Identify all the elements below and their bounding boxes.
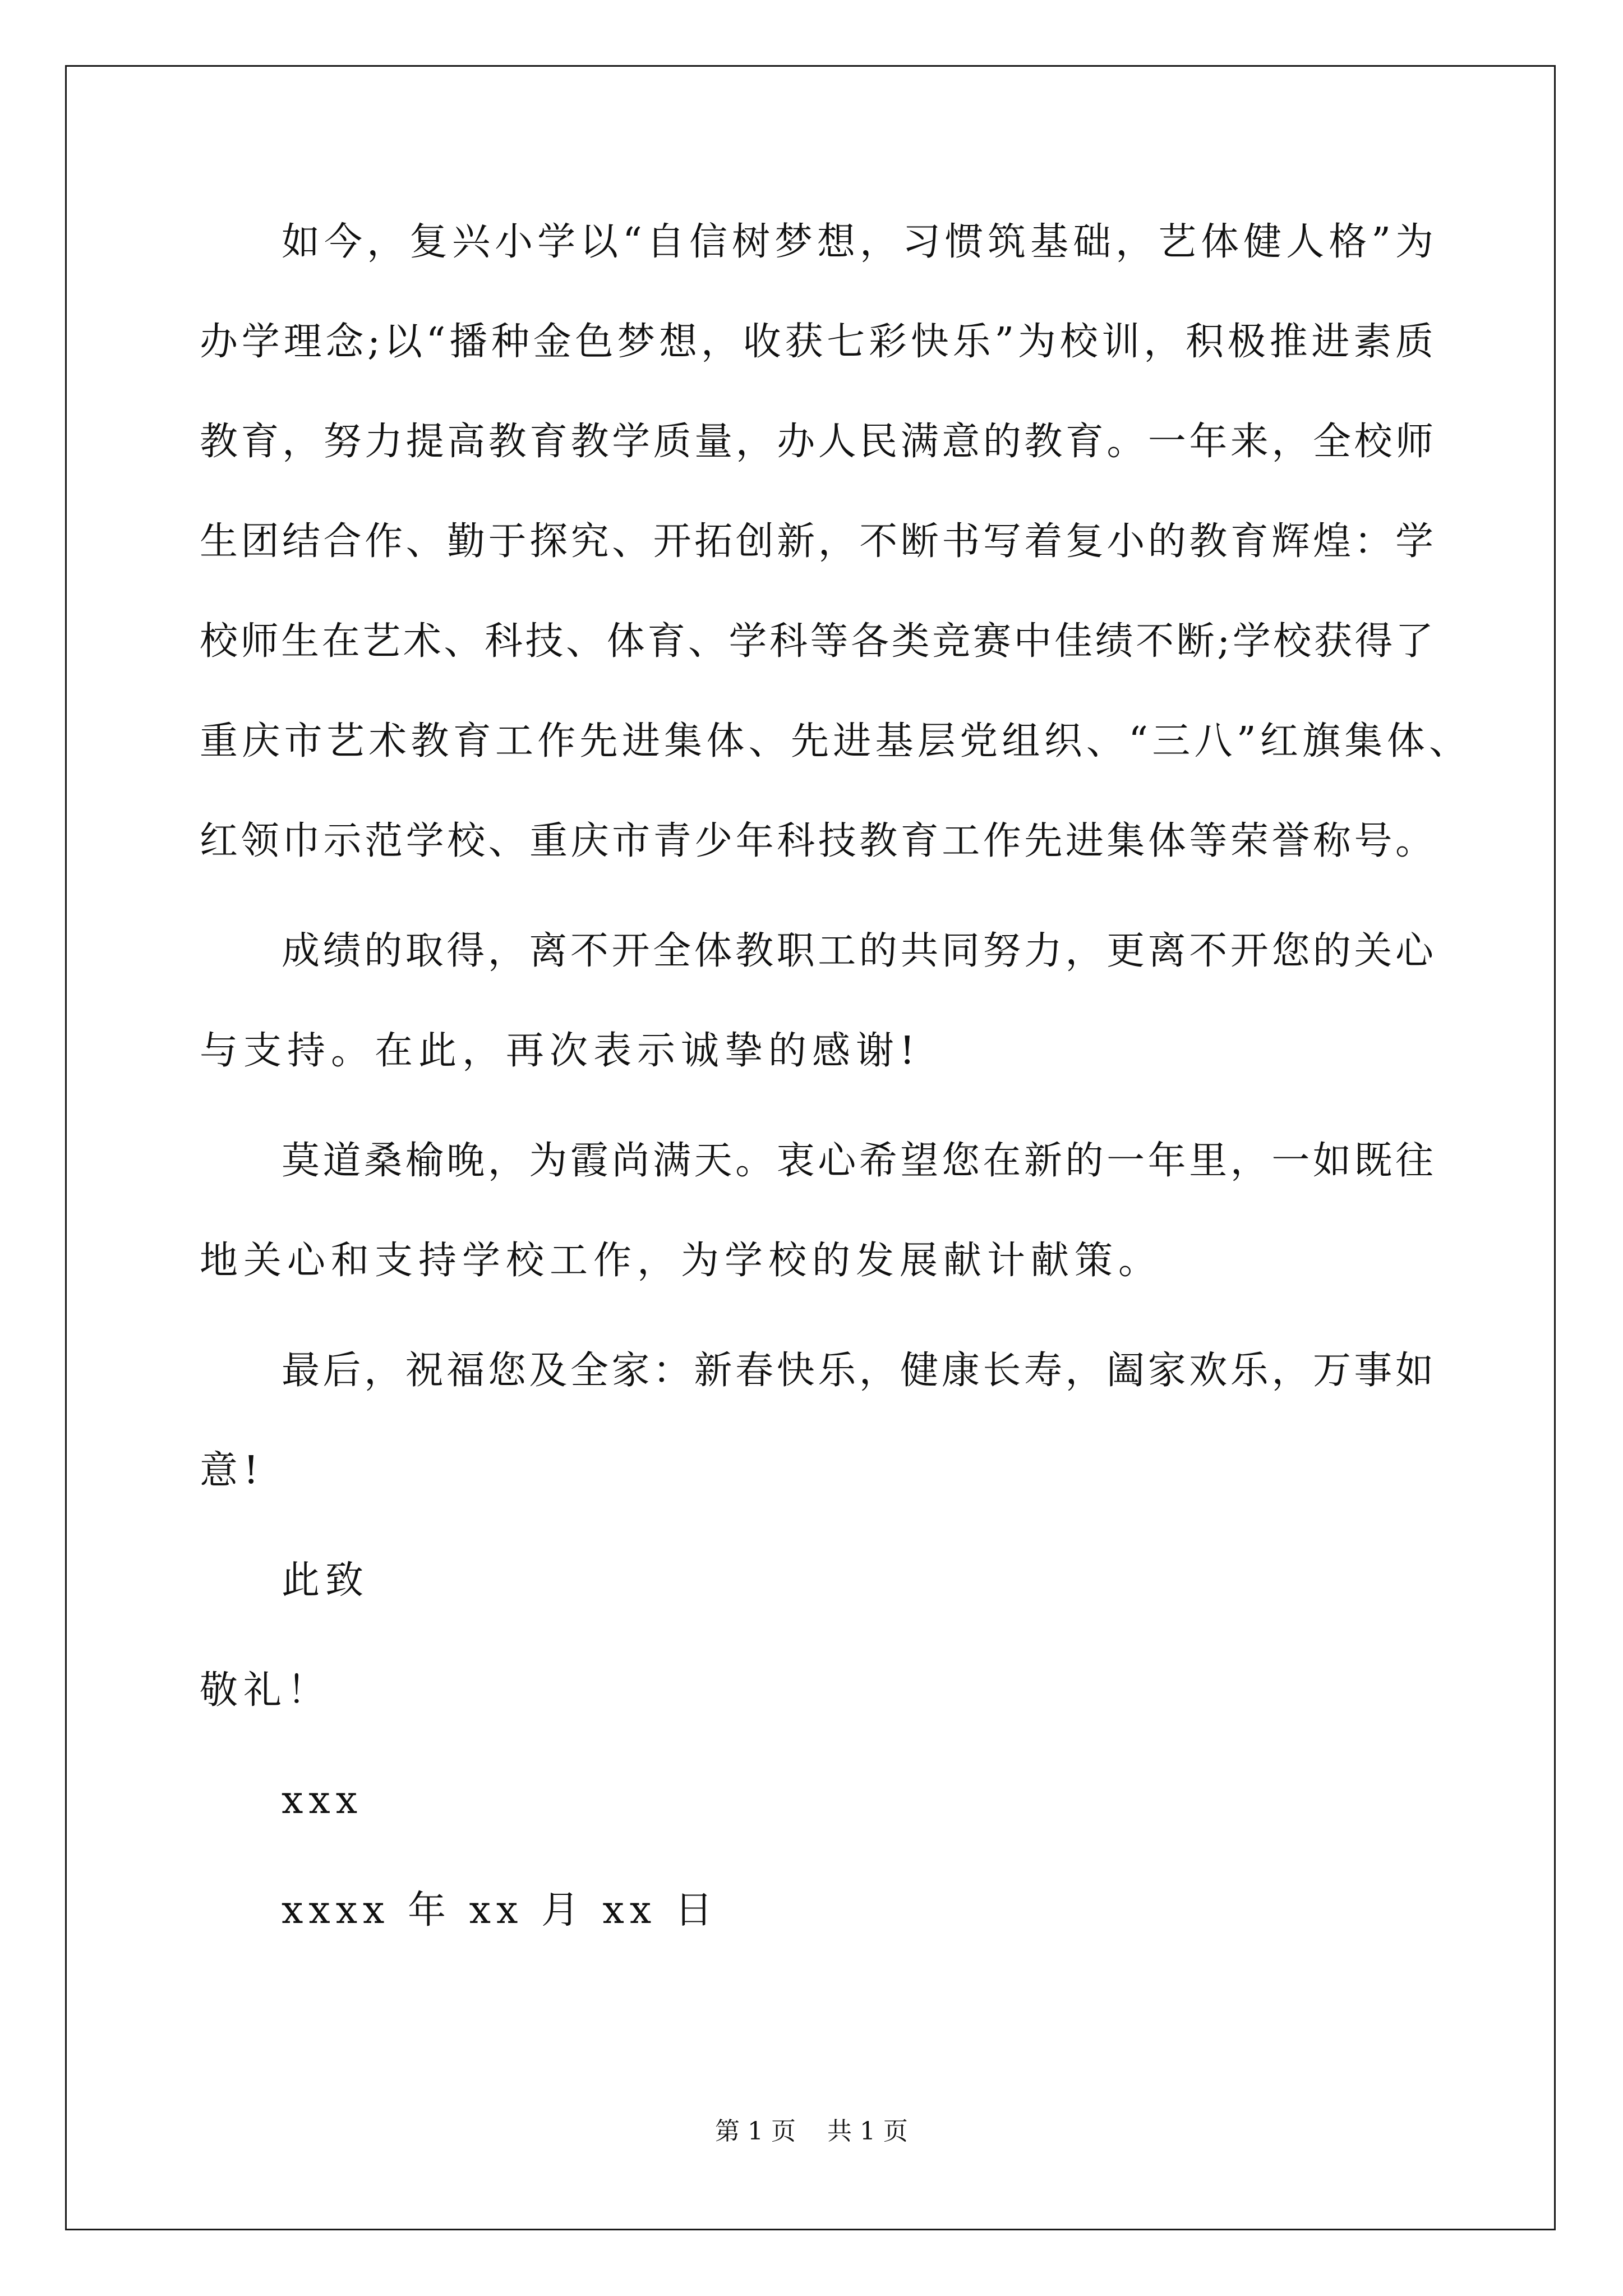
paragraph-2-line-2: 与支持。在此，再次表示诚挚的感谢! [200, 1029, 921, 1073]
paragraph-1-line-7: 红领巾示范学校、重庆市青少年科技教育工作先进集体等荣誉称号。 [200, 819, 1433, 863]
paragraph-4-line-2: 意! [200, 1448, 265, 1493]
page-number-footer: 第 1 页 共 1 页 [715, 2117, 908, 2146]
paragraph-1-line-6: 重庆市艺术教育工作先进集体、先进基层党组织、“三八”红旗集体、 [200, 719, 1467, 763]
paragraph-1-line-3: 教育，努力提高教育教学质量，办人民满意的教育。一年来，全校师 [200, 420, 1433, 464]
paragraph-4-line-1: 最后，祝福您及全家：新春快乐，健康长寿，阖家欢乐，万事如 [282, 1349, 1433, 1393]
paragraph-1-line-1: 如今，复兴小学以“自信树梦想，习惯筑基础，艺体健人格”为 [282, 220, 1433, 264]
closing-text: 此致 [282, 1558, 370, 1603]
paragraph-3-line-2: 地关心和支持学校工作，为学校的发展献计献策。 [200, 1239, 1163, 1283]
signature-date: xxxx 年 xx 月 xx 日 [282, 1888, 718, 1932]
paragraph-1-line-5: 校师生在艺术、科技、体育、学科等各类竞赛中佳绩不断;学校获得了 [200, 619, 1433, 664]
paragraph-2-line-1: 成绩的取得，离不开全体教职工的共同努力，更离不开您的关心 [282, 929, 1433, 973]
signature-name: xxx [282, 1778, 363, 1823]
salutation-text: 敬礼！ [200, 1668, 331, 1713]
paragraph-1-line-4: 生团结合作、勤于探究、开拓创新，不断书写着复小的教育辉煌：学 [200, 519, 1433, 564]
paragraph-1-line-2: 办学理念;以“播种金色梦想，收获七彩快乐”为校训，积极推进素质 [200, 320, 1433, 364]
paragraph-3-line-1: 莫道桑榆晚，为霞尚满天。衷心希望您在新的一年里，一如既往 [282, 1139, 1433, 1183]
